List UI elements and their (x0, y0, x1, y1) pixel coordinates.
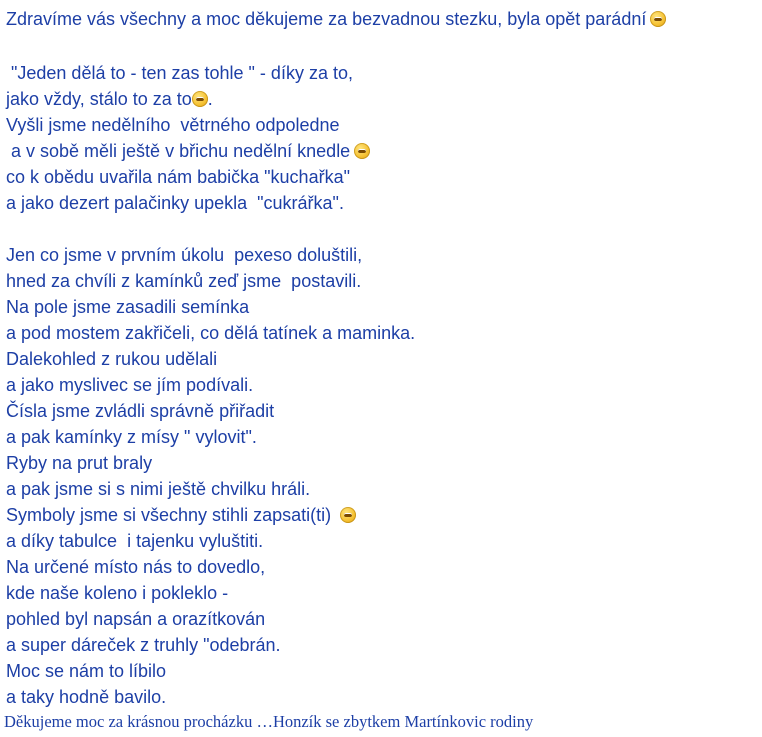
poem-line-text: Vyšli jsme nedělního větrného odpoledne (6, 115, 340, 135)
poem-line-text: a v sobě měli ještě v břichu nedělní knedle (6, 141, 351, 161)
grinning-face-emoji-icon (192, 91, 208, 107)
greeting-text: Zdravíme vás všechny a moc děkujeme za bezvadnou stezku, byla opět parádní (6, 9, 647, 29)
poem-line (6, 398, 274, 424)
poem-line-text: a super dáreček z truhly "odebrán. (6, 635, 281, 655)
poem-line (6, 112, 340, 138)
poem-line-text: Ryby na prut braly (6, 453, 153, 473)
poem-line-text: Moc se nám to líbilo (6, 661, 167, 681)
poem-line (6, 60, 353, 86)
poem-line-text: "Jeden dělá to - ten zas tohle " - díky za to, (6, 63, 353, 83)
poem-line (6, 138, 370, 164)
poem-line (6, 424, 257, 450)
poem-line-text: Dalekohled z rukou udělali (6, 349, 218, 369)
poem-line-text: jako vždy, stálo to za to (6, 89, 192, 109)
poem-line-text: Na pole jsme zasadili semínka (6, 297, 250, 317)
poem-line (6, 320, 415, 346)
poem-line (6, 554, 265, 580)
poem-line (6, 502, 356, 528)
poem-line (6, 346, 217, 372)
poem-line-text: a jako myslivec se jím podívali. (6, 375, 254, 395)
poem-line (6, 268, 361, 294)
poem-line-text: a pak jsme si s nimi ještě chvilku hráli. (6, 479, 311, 499)
signature-line: Děkujeme moc za krásnou procházku …Honzík se zbytkem Martínkovic rodiny (4, 712, 534, 731)
poem-line-text: a jako dezert palačinky upekla "cukrářka". (6, 193, 344, 213)
poem-line (6, 190, 344, 216)
grinning-face-emoji-icon (650, 11, 666, 27)
poem-line (6, 658, 166, 684)
poem-line (6, 372, 253, 398)
poem-line-text: a pod mostem zakřičeli, co dělá tatínek a maminka. (6, 323, 416, 343)
poem-line-text: a pak kamínky z mísy " vylovit". (6, 427, 257, 447)
poem-line-text: Symboly jsme si všechny stihli zapsati(ti) (6, 505, 337, 525)
grinning-face-emoji-icon (340, 507, 356, 523)
poem-line (6, 242, 362, 268)
poem-line (6, 684, 166, 710)
poem-line-text: Jen co jsme v prvním úkolu pexeso doluštili, (6, 245, 363, 265)
poem-line-text: Na určené místo nás to dovedlo, (6, 557, 266, 577)
poem-line-text: Čísla jsme zvládli správně přiřadit (6, 401, 275, 421)
greeting-line (6, 6, 666, 32)
poem-line (6, 580, 228, 606)
poem-line-text: pohled byl napsán a orazítkován (6, 609, 266, 629)
poem-line (6, 294, 249, 320)
poem-line-text: co k obědu uvařila nám babička "kuchařka" (6, 167, 350, 187)
poem-line-text: a díky tabulce i tajenku vyluštiti. (6, 531, 264, 551)
poem-line (6, 164, 350, 190)
poem-line (6, 476, 310, 502)
poem-line (6, 86, 213, 112)
poem-line (6, 606, 265, 632)
poem-line-text: . (207, 89, 213, 109)
poem-line (6, 632, 281, 658)
grinning-face-emoji-icon (354, 143, 370, 159)
poem-line (6, 450, 152, 476)
poem-line-text: hned za chvíli z kamínků zeď jsme postavili. (6, 271, 362, 291)
poem-line-text: kde naše koleno i pokleklo - (6, 583, 229, 603)
poem-line (6, 528, 263, 554)
poem-line-text: a taky hodně bavilo. (6, 687, 167, 707)
